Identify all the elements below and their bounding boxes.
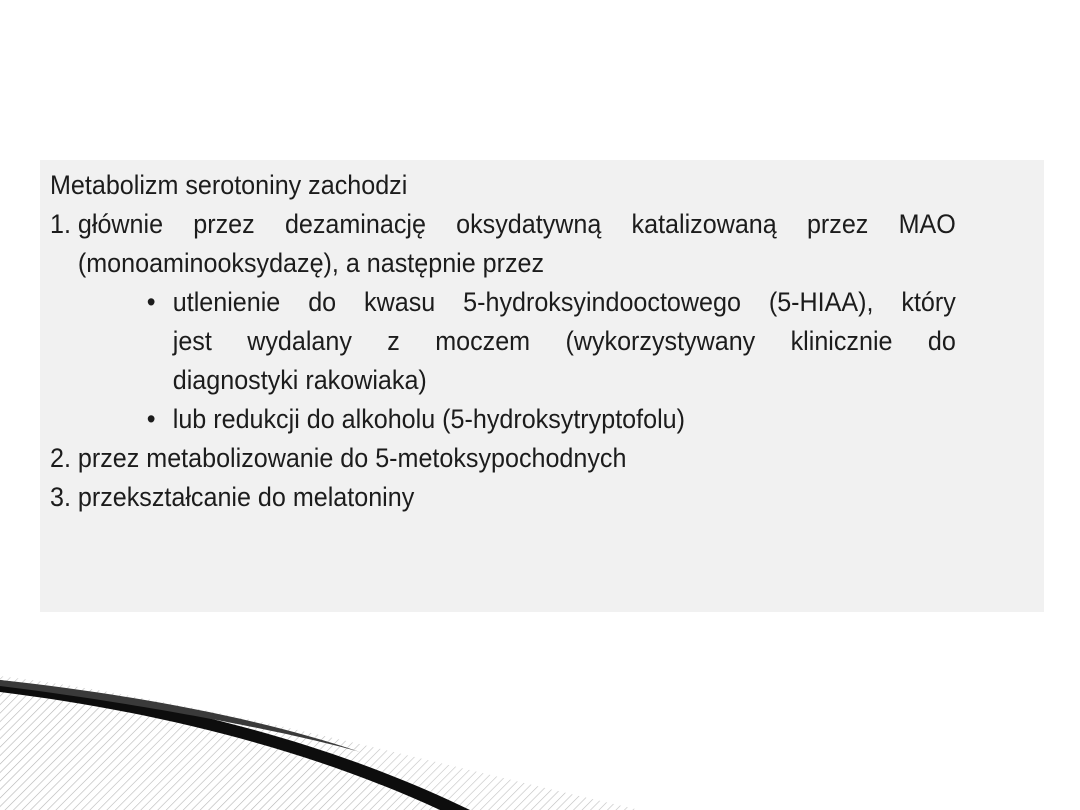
list-number: 3. xyxy=(50,482,71,512)
bullet-text-line: jest wydalany z moczem (wykorzystywany klinicznie do xyxy=(172,326,956,356)
list-item-text-line: (monoaminooksydazę), a następnie przez xyxy=(77,248,545,278)
list-number: 1. xyxy=(50,209,71,239)
hatched-swoosh-upper xyxy=(0,676,640,810)
bullet-text-line: diagnostyki rakowiaka) xyxy=(172,365,427,395)
hatched-swoosh xyxy=(0,683,470,810)
intro-text: Metabolizm serotoniny zachodzi xyxy=(50,170,408,200)
bullet-icon: • xyxy=(146,404,156,434)
bullet-text-line: lub redukcji do alkoholu (5-hydroksytryptofolu) xyxy=(172,404,685,434)
bullet-item xyxy=(141,400,956,439)
bullet-list xyxy=(141,283,956,439)
list-item-2 xyxy=(50,439,956,478)
bullet-text-line: utlenienie do kwasu 5-hydroksyindooctowego (5-HIAA), który xyxy=(172,287,956,317)
list-number: 2. xyxy=(50,443,71,473)
dark-swoosh-tip xyxy=(0,680,360,752)
list-item-3 xyxy=(50,478,956,517)
list-item-1 xyxy=(50,205,956,439)
bullet-item xyxy=(141,283,956,400)
bullet-icon: • xyxy=(146,287,156,317)
list-item-text-line: głównie przez dezaminację oksydatywną katalizowaną przez MAO xyxy=(77,209,956,239)
slide-text xyxy=(50,166,956,517)
dark-swoosh xyxy=(0,680,470,810)
list-item-text-line: przekształcanie do melatoniny xyxy=(77,482,415,512)
list-item-text-line: przez metabolizowanie do 5-metoksypochodnych xyxy=(77,443,627,473)
